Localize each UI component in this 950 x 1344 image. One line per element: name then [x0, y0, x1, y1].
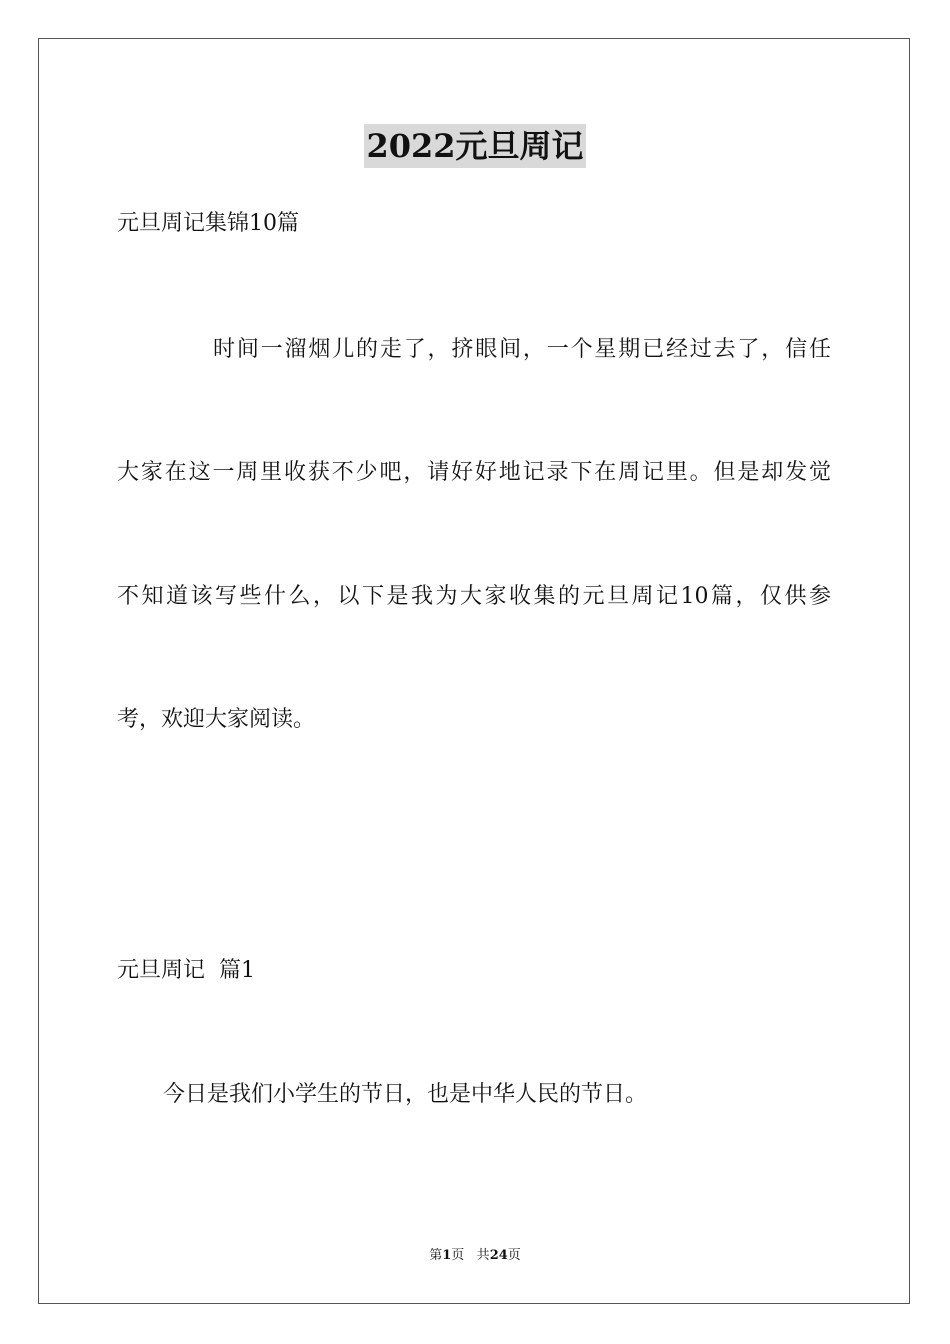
- intro-line-2-wrap: [117, 458, 831, 488]
- intro-line-4: 考，欢迎大家阅读。: [117, 707, 316, 732]
- footer-total-suffix: 页: [507, 1248, 521, 1263]
- title-container: [0, 124, 950, 168]
- intro-line-1-wrap: [213, 335, 831, 365]
- section-heading: 元旦周记 篇1: [117, 958, 255, 983]
- section-first-line: 今日是我们小学生的节日，也是中华人民的节日。: [163, 1082, 648, 1107]
- intro-line-2: 大家在这一周里收获不少吧，请好好地记录下在周记里。但是却发觉: [117, 460, 831, 485]
- intro-line-3: 不知道该写些什么，以下是我为大家收集的元旦周记10篇，仅供参: [117, 584, 831, 609]
- footer-page-number: 1: [442, 1248, 452, 1263]
- document-title: 2022元旦周记: [364, 124, 585, 168]
- intro-line-3-wrap: [117, 582, 831, 612]
- page-footer: [0, 1247, 950, 1265]
- document-subtitle: 元旦周记集锦10篇: [117, 211, 299, 236]
- footer-page-suffix: 页: [451, 1248, 465, 1263]
- intro-line-1: 时间一溜烟儿的走了，挤眼间，一个星期已经过去了，信任: [213, 337, 831, 362]
- footer-total-prefix: 共: [476, 1248, 490, 1263]
- footer-page-prefix: 第: [429, 1248, 443, 1263]
- footer-total-pages: 24: [489, 1248, 508, 1263]
